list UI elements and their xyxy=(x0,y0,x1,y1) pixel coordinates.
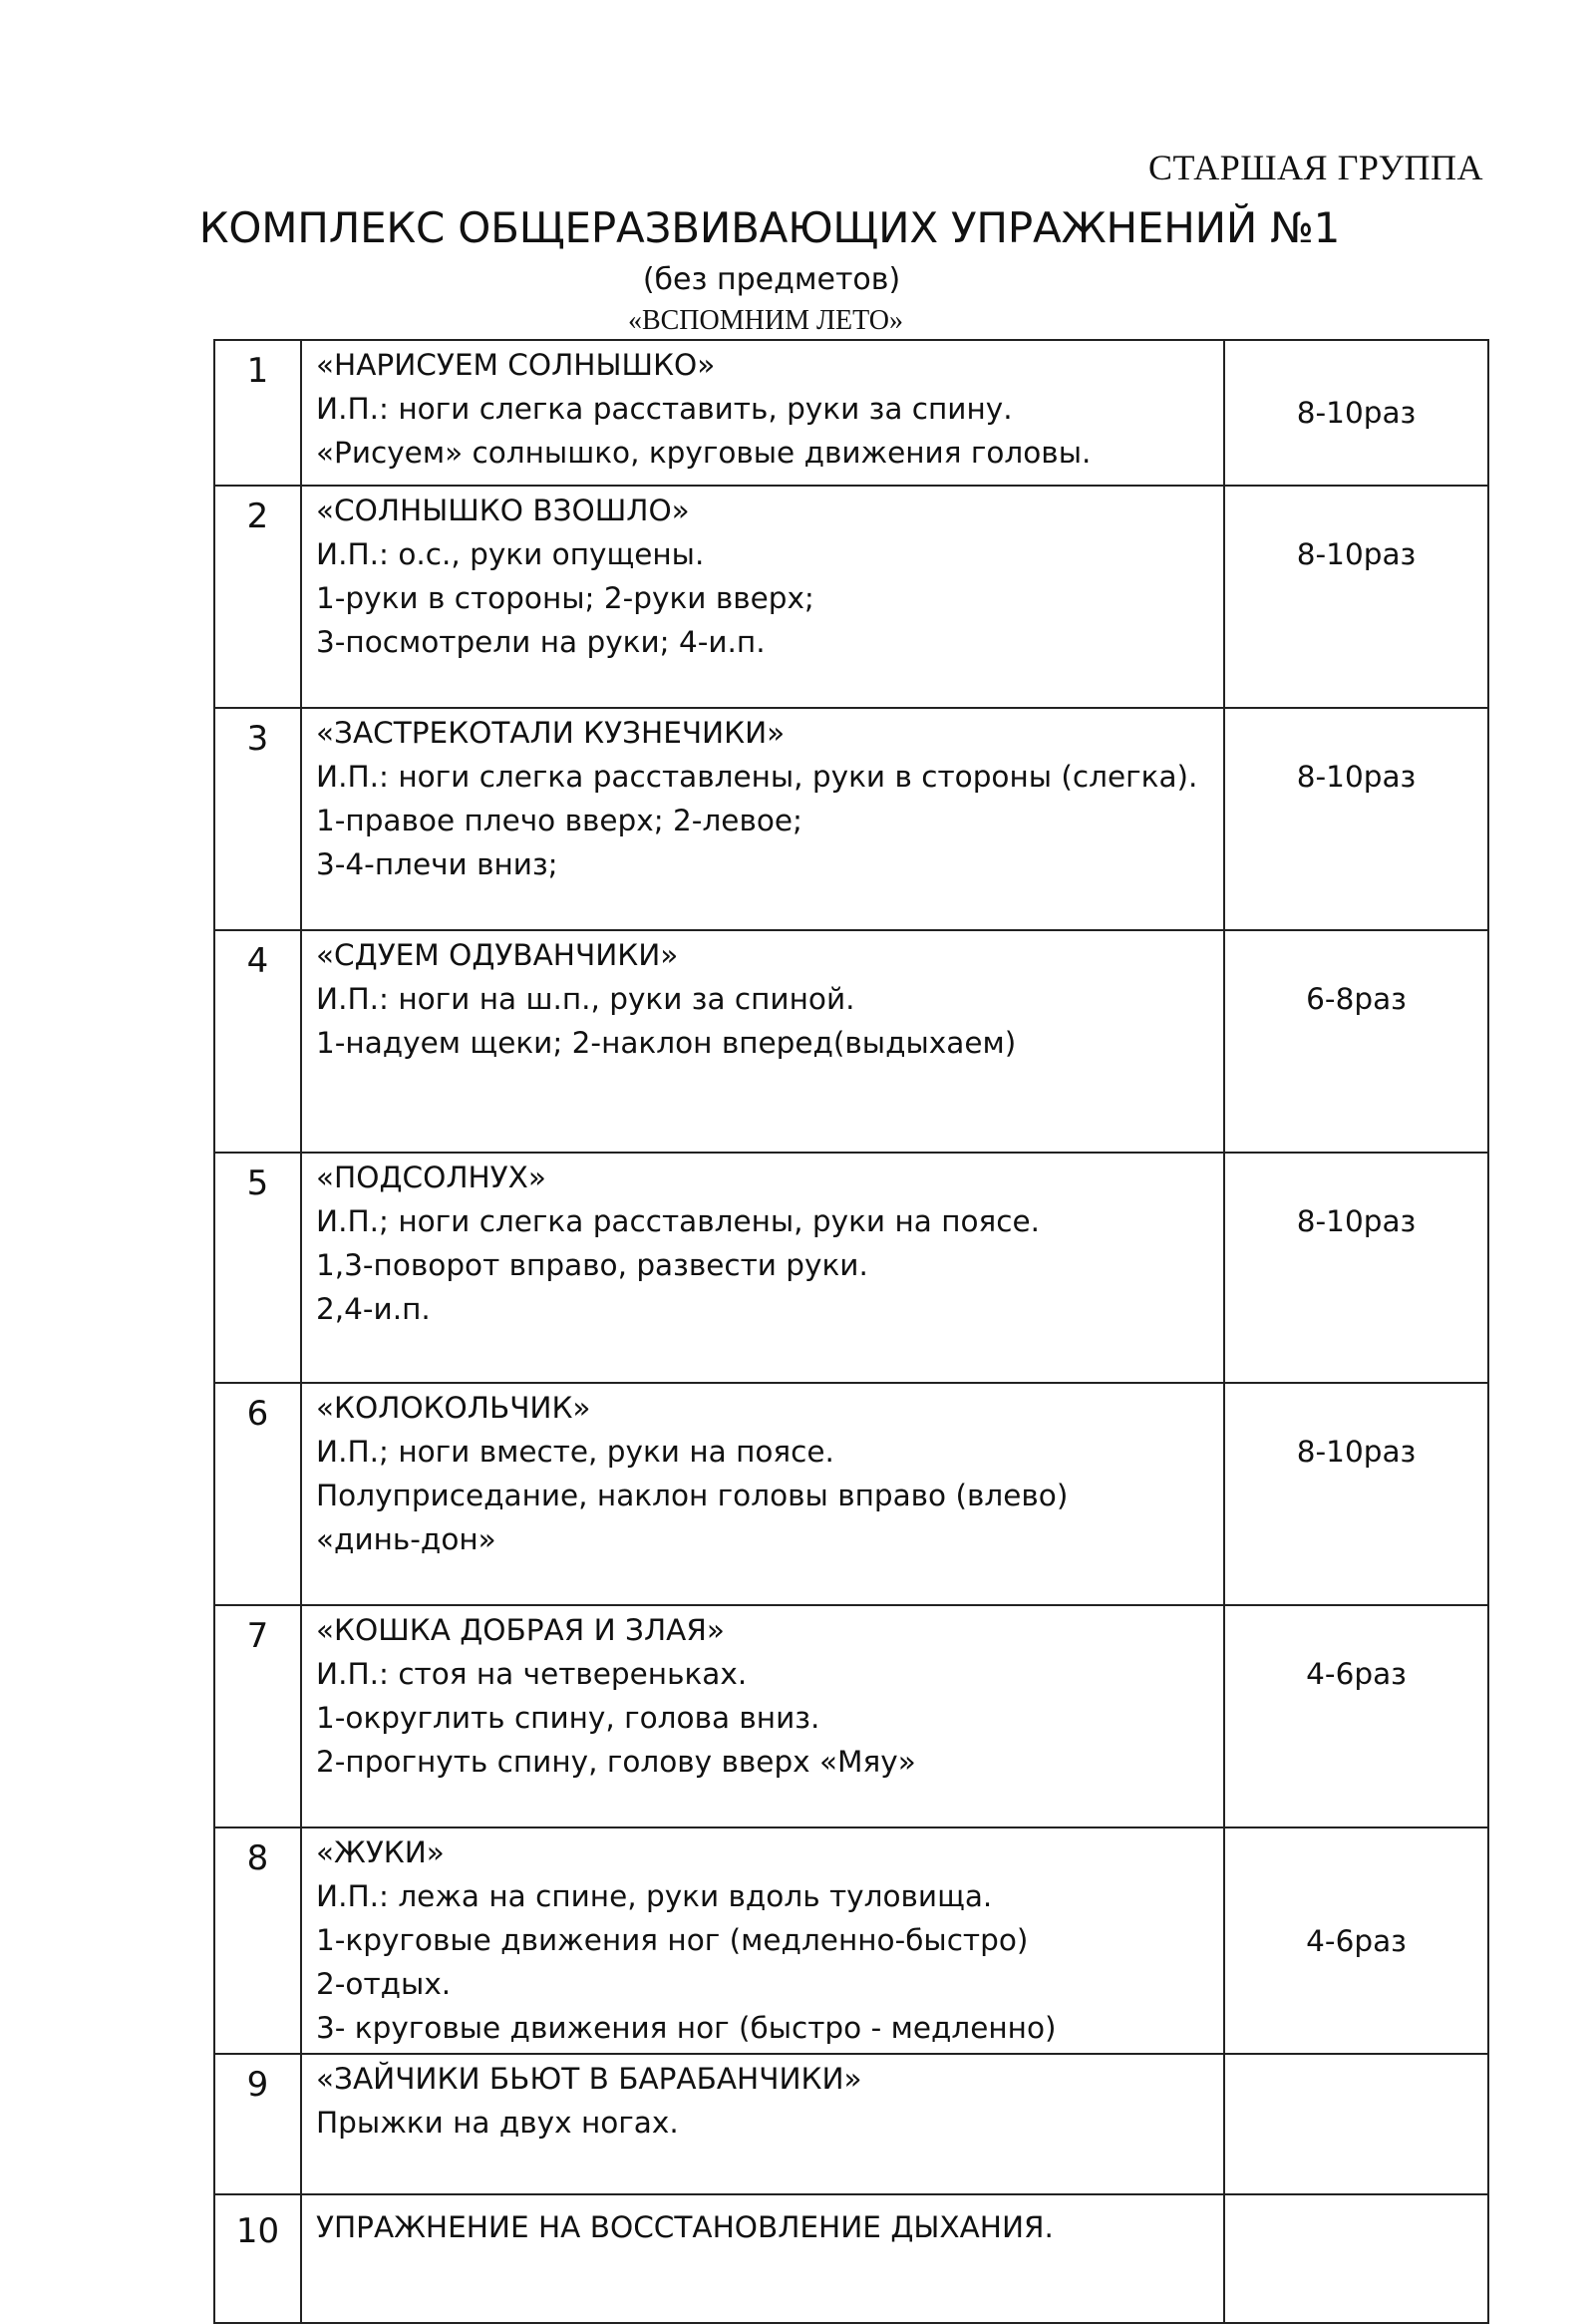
exercise-line: «динь-дон» xyxy=(316,1522,496,1556)
exercise-line: 1-надуем щеки; 2-наклон вперед(выдыхаем) xyxy=(316,1026,1017,1060)
exercise-number: 1 xyxy=(214,340,301,486)
exercise-description xyxy=(301,2194,1224,2323)
exercise-dosage: 8-10раз xyxy=(1224,486,1488,708)
exercise-line: 2-прогнуть спину, голову вверх «Мяу» xyxy=(316,1745,916,1779)
exercise-name: «НАРИСУЕМ СОЛНЫШКО» xyxy=(316,348,716,382)
exercise-name: «ПОДСОЛНУХ» xyxy=(316,1161,546,1194)
exercise-dosage: 8-10раз xyxy=(1224,1153,1488,1383)
exercise-line: 1-руки в стороны; 2-руки вверх; xyxy=(316,581,814,615)
exercise-description xyxy=(301,2054,1224,2194)
exercise-number: 10 xyxy=(214,2194,301,2323)
exercise-description xyxy=(301,1605,1224,1827)
page-subtitle: (без предметов) xyxy=(642,262,901,297)
exercise-dosage xyxy=(1224,2194,1488,2323)
exercise-name: «ЖУКИ» xyxy=(316,1835,445,1869)
exercise-description xyxy=(301,1827,1224,2054)
page-title: КОМПЛЕКС ОБЩЕРАЗВИВАЮЩИХ УПРАЖНЕНИЙ №1 xyxy=(198,203,1341,252)
exercise-number: 4 xyxy=(214,930,301,1153)
exercise-dosage: 8-10раз xyxy=(1224,708,1488,930)
table-row xyxy=(214,340,1488,486)
exercise-description xyxy=(301,340,1224,486)
exercise-description xyxy=(301,708,1224,930)
exercise-line: И.П.; ноги вместе, руки на поясе. xyxy=(316,1435,834,1469)
exercise-name: «КОЛОКОЛЬЧИК» xyxy=(316,1391,591,1425)
exercise-dosage: 6-8раз xyxy=(1224,930,1488,1153)
table-row xyxy=(214,1827,1488,2054)
exercise-name: «СДУЕМ ОДУВАНЧИКИ» xyxy=(316,938,679,972)
exercise-line: 1,3-поворот вправо, развести руки. xyxy=(316,1248,868,1282)
exercise-line: Прыжки на двух ногах. xyxy=(316,2106,679,2140)
exercise-line: 2-отдых. xyxy=(316,1967,452,2001)
exercise-number: 3 xyxy=(214,708,301,930)
exercise-table xyxy=(213,339,1489,2324)
exercise-line: И.П.: ноги слегка расставить, руки за спину. xyxy=(316,392,1013,426)
exercise-line: 3-4-плечи вниз; xyxy=(316,847,558,881)
exercise-number: 6 xyxy=(214,1383,301,1605)
exercise-line: Полуприседание, наклон головы вправо (влево) xyxy=(316,1479,1069,1512)
exercise-line: 2,4-и.п. xyxy=(316,1292,431,1326)
exercise-dosage: 4-6раз xyxy=(1224,1827,1488,2054)
exercise-line: И.П.: стоя на четвереньках. xyxy=(316,1657,748,1691)
exercise-line: 3- круговые движения ног (быстро - медленно) xyxy=(316,2011,1057,2045)
exercise-number: 8 xyxy=(214,1827,301,2054)
exercise-dosage: 4-6раз xyxy=(1224,1605,1488,1827)
exercise-dosage xyxy=(1224,2054,1488,2194)
exercise-line: И.П.: ноги на ш.п., руки за спиной. xyxy=(316,982,855,1016)
table-row xyxy=(214,2054,1488,2194)
exercise-line: 3-посмотрели на руки; 4-и.п. xyxy=(316,625,766,659)
exercise-dosage: 8-10раз xyxy=(1224,340,1488,486)
exercise-number: 5 xyxy=(214,1153,301,1383)
exercise-description xyxy=(301,486,1224,708)
table-row xyxy=(214,930,1488,1153)
table-row xyxy=(214,1605,1488,1827)
exercise-name: УПРАЖНЕНИЕ НА ВОССТАНОВЛЕНИЕ ДЫХАНИЯ. xyxy=(316,2210,1054,2244)
exercise-name: «СОЛНЫШКО ВЗОШЛО» xyxy=(316,494,690,527)
exercise-line: И.П.: лежа на спине, руки вдоль туловища. xyxy=(316,1879,993,1913)
exercise-line: 1-круговые движения ног (медленно-быстро) xyxy=(316,1923,1029,1957)
exercise-number: 9 xyxy=(214,2054,301,2194)
exercise-name: «КОШКА ДОБРАЯ И ЗЛАЯ» xyxy=(316,1613,725,1647)
exercise-number: 2 xyxy=(214,486,301,708)
table-row xyxy=(214,1383,1488,1605)
exercise-line: 1-округлить спину, голова вниз. xyxy=(316,1701,820,1735)
exercise-line: И.П.; ноги слегка расставлены, руки на поясе. xyxy=(316,1204,1041,1238)
exercise-dosage: 8-10раз xyxy=(1224,1383,1488,1605)
exercise-description xyxy=(301,1383,1224,1605)
exercise-number: 7 xyxy=(214,1605,301,1827)
theme-label: «ВСПОМНИМ ЛЕТО» xyxy=(627,305,904,336)
exercise-description xyxy=(301,930,1224,1153)
exercise-line: И.П.: о.с., руки опущены. xyxy=(316,537,705,571)
exercise-name: «ЗАЙЧИКИ БЬЮТ В БАРАБАНЧИКИ» xyxy=(316,2062,862,2096)
exercise-description xyxy=(301,1153,1224,1383)
group-label: СТАРШАЯ ГРУППА xyxy=(1148,148,1483,187)
table-row xyxy=(214,1153,1488,1383)
exercise-line: 1-правое плечо вверх; 2-левое; xyxy=(316,804,802,837)
table-row xyxy=(214,486,1488,708)
exercise-line: И.П.: ноги слегка расставлены, руки в стороны (слегка). xyxy=(316,760,1198,794)
exercise-line: «Рисуем» солнышко, круговые движения головы. xyxy=(316,436,1092,470)
table-row xyxy=(214,2194,1488,2323)
table-row xyxy=(214,708,1488,930)
exercise-name: «ЗАСТРЕКОТАЛИ КУЗНЕЧИКИ» xyxy=(316,716,786,750)
